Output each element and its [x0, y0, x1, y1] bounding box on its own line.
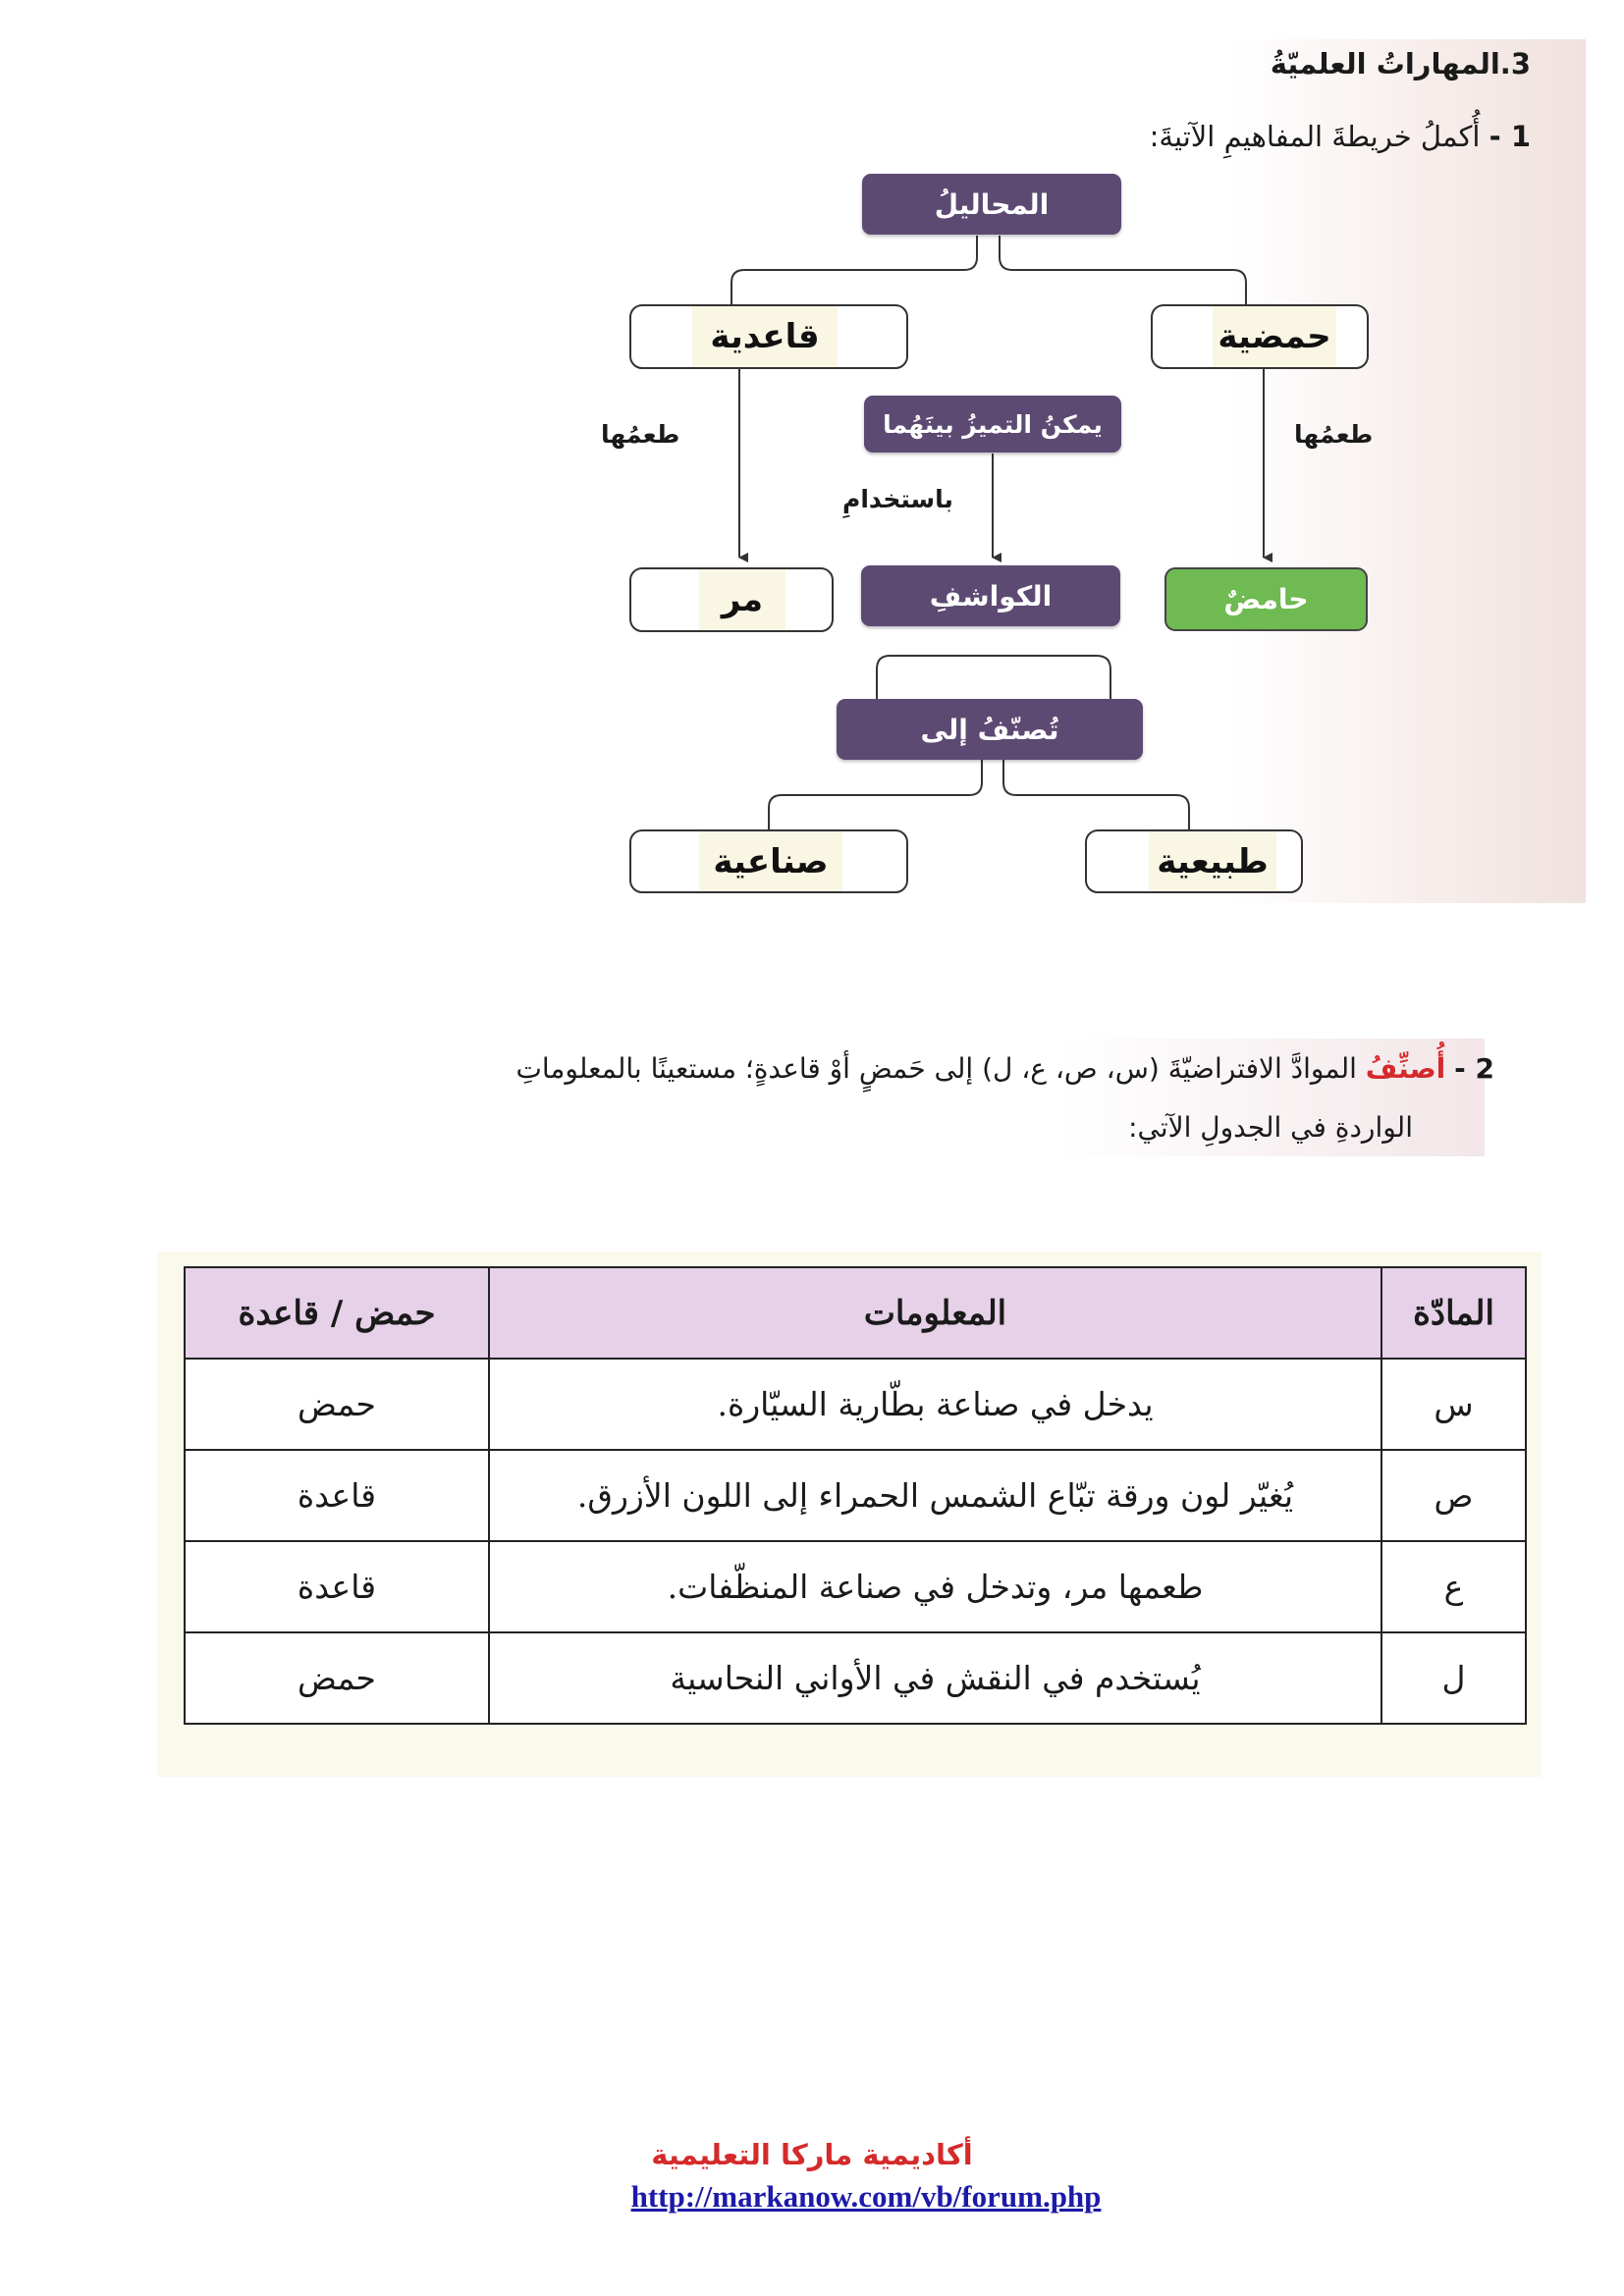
question-2-line-1 [516, 1052, 1495, 1085]
taste-label-left: طعمُها [601, 420, 680, 449]
bitter-answer: مر [699, 569, 785, 630]
distinguish-node [864, 396, 1121, 453]
question-1-number: 1 - [1489, 120, 1531, 153]
indicators-node [861, 565, 1120, 626]
question-2-number: 2 - [1454, 1052, 1494, 1085]
cell-result: حمض [185, 1632, 489, 1724]
classification-table [184, 1266, 1527, 1725]
cell-material: ص [1381, 1450, 1526, 1541]
footer-link[interactable]: http://markanow.com/vb/forum.php [630, 2179, 1102, 2214]
table-row [185, 1541, 1526, 1632]
footer-academy-name: أكاديمية ماركا التعليمية [651, 2138, 973, 2171]
table-row [185, 1450, 1526, 1541]
classified-node [837, 699, 1143, 760]
root-node [862, 174, 1121, 235]
distinguish-node-label: يمكنُ التميزُ بينَهُما [883, 409, 1103, 439]
cell-result: حمض [185, 1359, 489, 1450]
basic-answer: قاعدية [692, 306, 838, 367]
indicators-node-label: الكواشفِ [929, 579, 1053, 613]
using-label: باستخدامِ [842, 485, 953, 513]
cell-material: س [1381, 1359, 1526, 1450]
classified-node-label: تُصنّفُ إلى [920, 713, 1059, 746]
table-header-row [185, 1267, 1526, 1359]
cell-result: قاعدة [185, 1450, 489, 1541]
section-heading: 3.المهاراتُ العلميّةُ [1270, 47, 1531, 80]
concept-map-connectors [0, 0, 1624, 942]
sour-node [1164, 567, 1368, 631]
taste-label-right: طعمُها [1294, 420, 1374, 449]
cell-info: يُغيّر لون ورقة تبّاع الشمس الحمراء إلى اللون الأزرق. [489, 1450, 1381, 1541]
cell-material: ل [1381, 1632, 1526, 1724]
question-2-verb: أُصنِّفُ [1365, 1052, 1446, 1085]
industrial-answer: صناعية [699, 831, 842, 891]
cell-info: يدخل في صناعة بطّارية السيّارة. [489, 1359, 1381, 1450]
question-2-text: الموادَّ الافتراضيّةَ (س، ص، ع، ل) إلى حَمضٍ أوْ قاعدةٍ؛ مستعينًا بالمعلوماتِ [515, 1052, 1357, 1085]
acidic-answer: حمضية [1213, 306, 1336, 367]
header-material: المادّة [1381, 1267, 1526, 1359]
sour-node-label: حامضٌ [1223, 583, 1309, 615]
header-result: حمض / قاعدة [185, 1267, 489, 1359]
question-2-line-2: الواردةِ في الجدولِ الآتي: [1128, 1111, 1413, 1144]
question-1-text: أُكملُ خريطةَ المفاهيمِ الآتيةَ: [1149, 120, 1481, 153]
header-info: المعلومات [489, 1267, 1381, 1359]
natural-answer: طبيعية [1149, 831, 1276, 891]
cell-info: طعمها مر، وتدخل في صناعة المنظّفات. [489, 1541, 1381, 1632]
table-row [185, 1632, 1526, 1724]
root-node-label: المحاليلُ [934, 187, 1050, 221]
cell-result: قاعدة [185, 1541, 489, 1632]
cell-info: يُستخدم في النقش في الأواني النحاسية [489, 1632, 1381, 1724]
table-row [185, 1359, 1526, 1450]
cell-material: ع [1381, 1541, 1526, 1632]
